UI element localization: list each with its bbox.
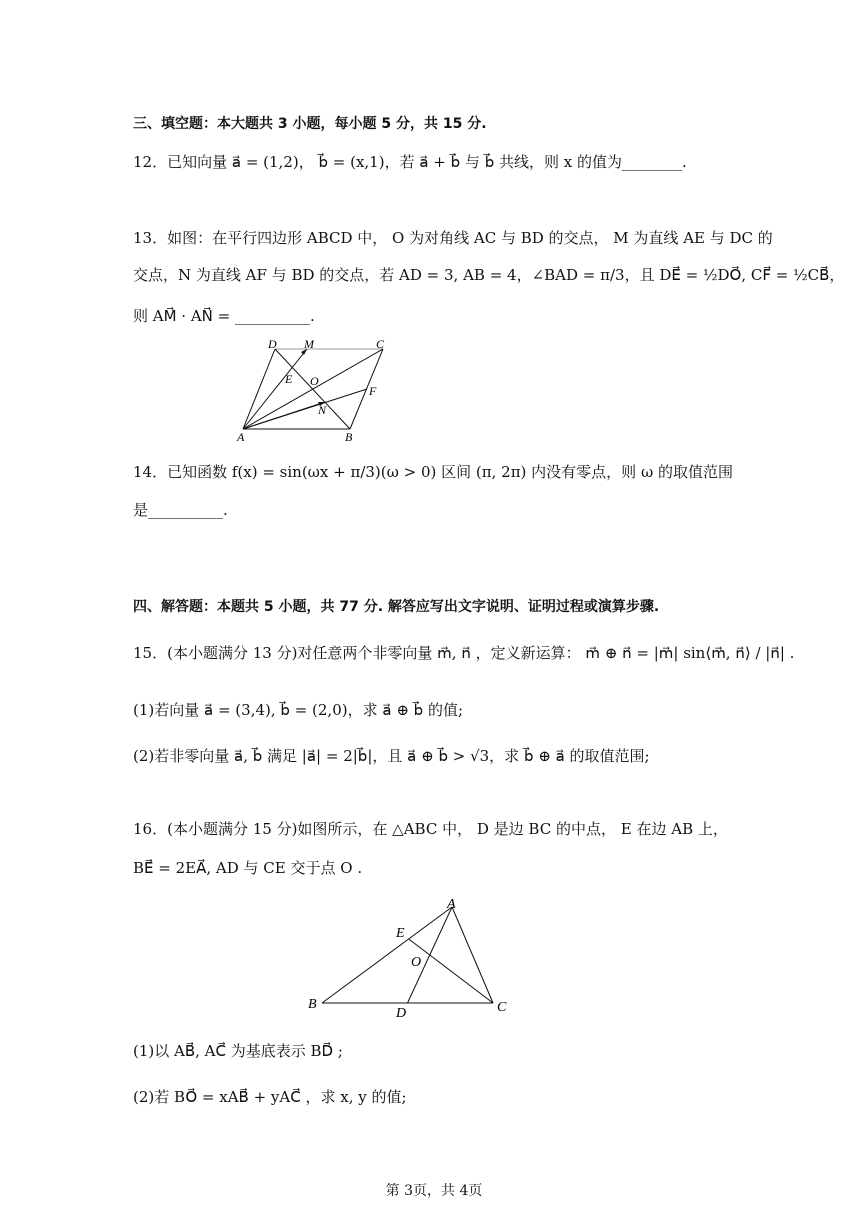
side-ab (322, 907, 452, 1003)
label-M: M (304, 337, 314, 351)
question-13-line3: 则 AM⃗ · AN⃗ = __________. (133, 307, 315, 325)
parallelogram-figure (230, 335, 400, 445)
question-16-line1: 16．(本小题满分 15 分)如图所示，在 △ABC 中， D 是边 BC 的中点， E 在边 AB 上， (133, 820, 728, 838)
label-N: N (318, 403, 327, 417)
label-E: E (396, 926, 405, 941)
page-footer: 第 3页，共 4页 (385, 1183, 483, 1199)
question-14-line2: 是__________. (133, 501, 228, 519)
question-12: 12．已知向量 a⃗ = (1,2)， b⃗ = (x,1)，若 a⃗ + b⃗ 与 b⃗ 共线，则 x 的值为________. (133, 153, 687, 171)
label-C: C (497, 1000, 507, 1015)
question-13-line1: 13．如图：在平行四边形 ABCD 中， O 为对角线 AC 与 BD 的交点， M 为直线 AE 与 DC 的 (133, 229, 773, 247)
side-ad (243, 349, 275, 429)
label-E: E (285, 372, 293, 386)
label-B: B (345, 430, 353, 444)
question-13-line2: 交点，N 为直线 AF 与 BD 的交点，若 AD = 3, AB = 4，∠BAD = π/3，且 DE⃗ = ½DO⃗, CF⃗ = ½CB⃗， (133, 266, 845, 284)
segment-ce (409, 939, 493, 1003)
label-D: D (268, 337, 277, 351)
question-15-part1: (1)若向量 a⃗ = (3,4), b⃗ = (2,0)，求 a⃗ ⊕ b⃗ 的值; (133, 701, 464, 719)
label-F: F (369, 384, 377, 398)
label-A: A (237, 430, 245, 444)
segment-am (243, 349, 307, 429)
question-14-line1: 14．已知函数 f(x) = sin(ωx + π/3)(ω > 0) 区间 (π, 2π) 内没有零点，则 ω 的取值范围 (133, 463, 733, 481)
question-15-part2: (2)若非零向量 a⃗, b⃗ 满足 |a⃗| = 2|b⃗|，且 a⃗ ⊕ b⃗ > √3，求 b⃗ ⊕ a⃗ 的取值范围; (133, 747, 650, 765)
label-D: D (396, 1006, 407, 1021)
side-ac (452, 907, 493, 1003)
question-16-part1: (1)以 AB⃗, AC⃗ 为基底表示 BD⃗ ; (133, 1042, 343, 1060)
label-C: C (376, 337, 385, 351)
question-15-line1: 15．(本小题满分 13 分)对任意两个非零向量 m⃗, n⃗ ，定义新运算： m⃗ ⊕ n⃗ = |m⃗| sin⟨m⃗, n⃗⟩ / |n⃗| . (133, 644, 795, 662)
section4-heading: 四、解答题：本题共 5 小题，共 77 分. 解答应写出文字说明、证明过程或演算步骤. (133, 599, 660, 615)
section3-heading: 三、填空题：本大题共 3 小题，每小题 5 分，共 15 分. (133, 116, 487, 132)
label-B: B (308, 997, 317, 1012)
label-A: A (447, 897, 456, 912)
label-O: O (411, 955, 422, 970)
question-16-line2: BE⃗ = 2EA⃗, AD 与 CE 交于点 O . (133, 859, 363, 877)
triangle-figure (300, 893, 520, 1023)
label-O: O (310, 374, 319, 388)
diagonal-bd (275, 349, 350, 429)
question-16-part2: (2)若 BO⃗ = xAB⃗ + yAC⃗ ，求 x, y 的值; (133, 1088, 407, 1106)
